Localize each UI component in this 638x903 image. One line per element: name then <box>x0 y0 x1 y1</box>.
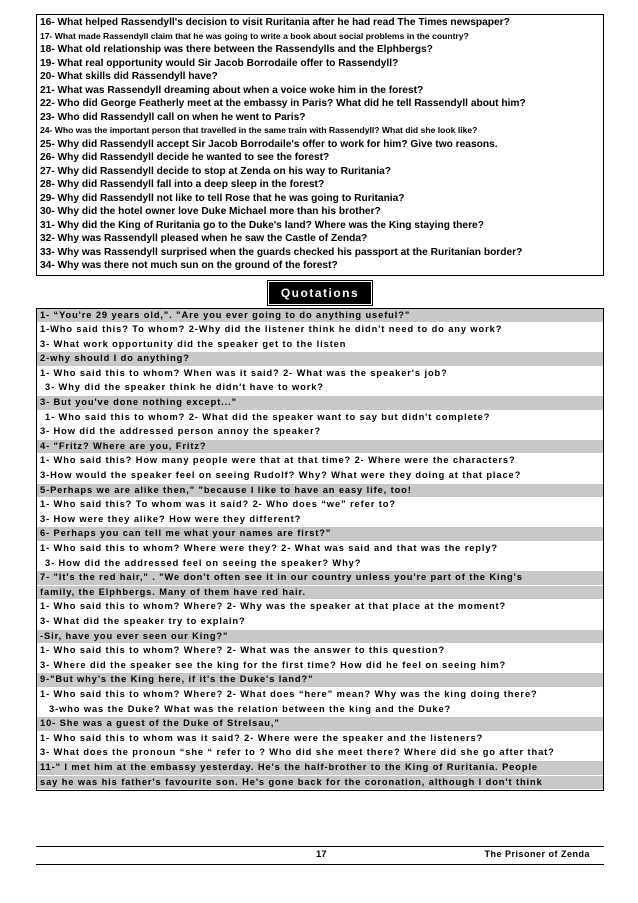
question-line: 19- What real opportunity would Sir Jacob Borrodaile offer to Rassendyll? <box>40 57 399 69</box>
quotation-question-line: 1- Who said this to whom? Where? 2- Why was the speaker at that place at the moment? <box>37 600 603 615</box>
quotation-line: 7- "It's the red hair," . "We don't often see it in our country unless you're part of the King's <box>37 571 603 586</box>
quotation-question-line: 1-Who said this? To whom? 2-Why did the listener think he didn't need to do any work? <box>37 323 603 338</box>
question-line: 32- Why was Rassendyll pleased when he saw the Castle of Zenda? <box>40 233 368 244</box>
question-line: 23- Who did Rassendyll call on when he went to Paris? <box>40 111 306 123</box>
quotation-question-line: 1- Who said this to whom was it said? 2- Where were the speaker and the listeners? <box>37 732 603 747</box>
quotation-question-line: 3- How were they alike? How were they different? <box>37 513 603 528</box>
quotation-question-line: 1- Who said this to whom? Where? 2- What was the answer to this question? <box>37 644 603 659</box>
quotation-question-line: 1- Who said this? How many people were that at that time? 2- Where were the characters? <box>37 454 603 469</box>
quotation-line: 9-"But why's the King here, if it's the Duke's land?" <box>37 673 603 688</box>
quotation-question-line: 3-How would the speaker feel on seeing Rudolf? Why? What were they doing at that place? <box>37 469 603 484</box>
quotation-line: 5-Perhaps we are alike then," "because I like to have an easy life, too! <box>37 484 603 499</box>
quotation-question-line: 3- Why did the speaker think he didn't have to work? <box>37 381 603 396</box>
quotation-question-line: 3- How did the addressed feel on seeing the speaker? Why? <box>37 557 603 572</box>
page-number: 17 <box>316 849 327 860</box>
question-line: 16- What helped Rassendyll's decision to visit Ruritania after he had read The Times newspaper? <box>40 17 510 28</box>
quotation-line: 4- "Fritz? Where are you, Fritz? <box>37 440 603 455</box>
question-line: 18- What old relationship was there between the Rassendylls and the Elphbergs? <box>40 44 433 55</box>
page <box>36 14 604 791</box>
quotation-question-line: 3- What does the pronoun “she “ refer to ? Who did she meet there? Where did she go after that? <box>37 746 603 761</box>
quotations-box <box>36 308 604 792</box>
question-line: 33- Why was Rassendyll surprised when the guards checked his passport at the Ruritanian border? <box>40 246 523 258</box>
question-line: 31- Why did the King of Ruritania go to the Duke's land? Where was the King staying there? <box>40 219 484 231</box>
quotation-question-line: 1- Who said this? To whom was it said? 2- Who does “we” refer to? <box>37 498 603 513</box>
quotation-question-line: 3- What did the speaker try to explain? <box>37 615 603 630</box>
quotation-question-line: 1- Who said this to whom? Where? 2- What does “here” mean? Why was the king doing there? <box>37 688 603 703</box>
question-line: 34- Why was there not much sun on the ground of the forest? <box>40 260 338 271</box>
question-line: 29- Why did Rassendyll not like to tell Rose that he was going to Ruritania? <box>40 192 405 204</box>
quotation-question-line: 1- Who said this to whom? Where were they? 2- What was said and that was the reply? <box>37 542 603 557</box>
quotation-line: 11-" I met him at the embassy yesterday. He's the half-brother to the King of Ruritania. People <box>37 761 603 776</box>
page-footer <box>36 846 604 865</box>
question-line: 27- Why did Rassendyll decide to stop at Zenda on his way to Ruritania? <box>40 165 391 177</box>
quotation-line: say he was his father's favourite son. He's gone back for the coronation, although I don't think <box>37 776 603 791</box>
section-title: Quotations <box>268 281 372 305</box>
book-title: The Prisoner of Zenda <box>484 849 590 859</box>
quotation-line: 3- But you've done nothing except..." <box>37 396 603 411</box>
quotation-line: 10- She was a guest of the Duke of Strelsau," <box>37 717 603 732</box>
quotation-question-line: 3- Where did the speaker see the king for the first time? How did he feel on seeing him? <box>37 659 603 674</box>
quotation-question-line: 3- What work opportunity did the speaker get to the listen <box>37 338 603 353</box>
question-line: 28- Why did Rassendyll fall into a deep sleep in the forest? <box>40 179 325 190</box>
question-line: 21- What was Rassendyll dreaming about when a voice woke him in the forest? <box>40 84 424 96</box>
quotation-question-line: 3- How did the addressed person annoy the speaker? <box>37 425 603 440</box>
quotation-line: 6- Perhaps you can tell me what your names are first?" <box>37 527 603 542</box>
quotation-line: 2-why should I do anything? <box>37 352 603 367</box>
quotation-line: 1- “You're 29 years old,". "Are you ever going to do anything useful?" <box>37 309 603 324</box>
question-line: 25- Why did Rassendyll accept Sir Jacob Borrodaile's offer to work for him? Give two reasons. <box>40 138 498 150</box>
quotation-line: -Sir, have you ever seen our King?" <box>37 630 603 645</box>
question-line: 26- Why did Rassendyll decide he wanted to see the forest? <box>40 152 330 163</box>
question-line: 24- Who was the important person that travelled in the same train with Rassendyll? What did she look like? <box>40 125 478 135</box>
questions-box <box>36 14 604 276</box>
question-line: 22- Who did George Featherly meet at the embassy in Paris? What did he tell Rassendyll about him? <box>40 98 526 109</box>
question-line: 20- What skills did Rassendyll have? <box>40 71 218 82</box>
section-title-wrap <box>36 281 604 305</box>
quotation-line: family, the Elphbergs. Many of them have red hair. <box>37 586 603 601</box>
quotation-question-line: 1- Who said this to whom? When was it said? 2- What was the speaker's job? <box>37 367 603 382</box>
question-line: 17- What made Rassendyll claim that he was going to write a book about social problems in the country? <box>40 30 469 41</box>
question-line: 30- Why did the hotel owner love Duke Michael more than his brother? <box>40 206 381 217</box>
quotation-question-line: 3-who was the Duke? What was the relation between the king and the Duke? <box>37 703 603 718</box>
quotation-question-line: 1- Who said this to whom? 2- What did the speaker want to say but didn't complete? <box>37 411 603 426</box>
